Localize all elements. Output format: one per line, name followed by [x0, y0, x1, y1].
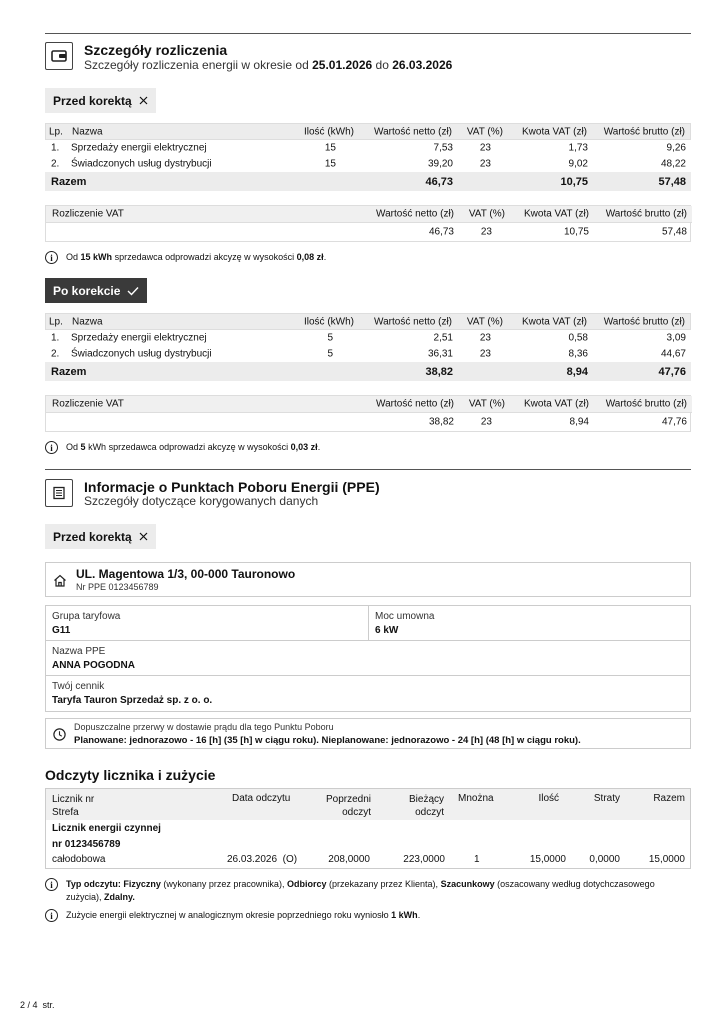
readings-title: Odczyty licznika i zużycie [45, 767, 216, 783]
col-gross: Wartość brutto (zł) [603, 126, 685, 137]
note-type-3: Szacunkowy [440, 879, 495, 889]
note-type-2-desc: (przekazany przez Klienta), [329, 879, 439, 889]
total-net: 38,82 [425, 365, 453, 378]
table-total-row [45, 362, 691, 381]
col-mult: Mnożna [458, 793, 494, 804]
info-icon: i [45, 909, 58, 922]
cell-net: 39,20 [427, 158, 453, 170]
tag-label: Przed korektą [53, 529, 132, 544]
cell-name: Sprzedaży energii elektrycznej [71, 142, 207, 154]
vat-table-before [45, 205, 691, 242]
vat-label: Rozliczenie VAT [52, 398, 124, 410]
cell-net: 7,53 [433, 142, 453, 154]
outage-label: Dopuszczalne przerwy w dostawie prądu dla tego Punktu Poboru [74, 722, 334, 732]
excise-note-after [45, 441, 320, 454]
total-gross: 57,48 [658, 175, 686, 188]
power-cell [369, 606, 690, 641]
date-to: 26.03.2026 [392, 58, 453, 72]
cell-vat: 23 [480, 226, 492, 238]
cell-vat-amt: 10,75 [563, 226, 589, 238]
note-kwh: 15 kWh [80, 252, 113, 262]
note-text: Zużycie energii elektrycznej w analogicznym okresie poprzedniego roku wyniosło [66, 910, 389, 920]
readings-header [46, 789, 690, 820]
reading-row [46, 854, 690, 868]
pricelist-cell [46, 676, 690, 711]
cell-lp: 1. [51, 142, 60, 154]
col-vat-amt: Kwota VAT (zł) [523, 208, 589, 220]
close-icon [139, 532, 148, 541]
cell-prev: 208,0000 [328, 854, 370, 865]
col-lp: Lp. [49, 126, 63, 137]
subtitle-text: Szczegóły rozliczenia energii w okresie od [84, 58, 309, 72]
ppe-number: Nr PPE 0123456789 [76, 582, 159, 592]
cell-mult: 1 [474, 854, 480, 865]
cell-vat-amt: 9,02 [568, 158, 588, 170]
cell-vat-amt: 8,94 [569, 416, 589, 428]
table-row [45, 156, 691, 172]
tab-after-correction[interactable] [45, 278, 147, 303]
col-prev: Poprzedni [325, 794, 371, 805]
close-icon [139, 96, 148, 105]
meter-number: nr 0123456789 [52, 839, 121, 850]
note-type-3-desc: (oszacowany według dotychczasowego zużycia), [66, 879, 655, 902]
cell-vat: 23 [479, 158, 491, 170]
prev-year-note [45, 909, 420, 922]
note-amount: 0,08 zł [296, 252, 324, 262]
vat-table-after [45, 395, 691, 432]
note-suffix: . [417, 910, 421, 920]
total-net: 46,73 [425, 175, 453, 188]
page-number [20, 1000, 55, 1010]
table-row [45, 140, 691, 156]
col-net: Wartość netto (zł) [374, 126, 452, 137]
cell-gross: 44,67 [660, 348, 686, 360]
col-net: Wartość netto (zł) [374, 316, 452, 327]
page-suffix: str. [42, 1000, 55, 1010]
cell-gross: 3,09 [666, 332, 686, 344]
col-qty: Ilość (kWh) [304, 126, 354, 137]
cell-date-value: 26.03.2026 [227, 854, 278, 865]
col-sum: Razem [653, 793, 685, 804]
tag-label: Po korekcie [53, 283, 121, 298]
total-vat-amt: 10,75 [560, 175, 588, 188]
cell-name: Sprzedaży energii elektrycznej [71, 332, 207, 344]
note-label: Typ odczytu: [66, 879, 121, 889]
note-kwh: 5 [80, 442, 86, 452]
vat-row [46, 413, 692, 431]
col-net: Wartość netto (zł) [376, 208, 454, 220]
ppe-address-card [45, 562, 691, 597]
cell-vat: 23 [480, 416, 492, 428]
ppe-name-cell [46, 641, 690, 676]
note-amount: 0,03 zł [290, 442, 318, 452]
cell-lp: 2. [51, 348, 60, 360]
note-type-2: Odbiorcy [286, 879, 327, 889]
cell-loss: 0,0000 [589, 854, 620, 865]
ppe-details-card [45, 605, 691, 712]
cell-vat: 23 [479, 348, 491, 360]
clock-icon [53, 728, 66, 741]
cell-qty: 15,0000 [529, 854, 566, 865]
pricelist-value: Taryfa Tauron Sprzedaż sp. z o. o. [52, 695, 213, 706]
settlement-table-after [45, 313, 691, 381]
table-row [45, 346, 691, 362]
tariff-cell [46, 606, 369, 641]
col-vat-amt: Kwota VAT (zł) [523, 398, 589, 410]
section-divider [45, 469, 691, 470]
cell-gross: 47,76 [661, 416, 687, 428]
col-zone: Strefa [52, 807, 79, 818]
col-vat-amt: Kwota VAT (zł) [521, 126, 587, 137]
cell-net: 36,31 [427, 348, 453, 360]
outage-value: Planowane: jednorazowo - 16 [h] (35 [h] w ciągu roku). Nieplanowane: jednorazowo - 24 [h] (48 [h] w ciągu roku). [74, 735, 581, 746]
section-divider [45, 33, 691, 34]
vat-header [46, 396, 692, 413]
tag-label: Przed korektą [53, 93, 132, 108]
power-label: Moc umowna [375, 611, 435, 622]
cell-net: 38,82 [428, 416, 454, 428]
cell-vat: 23 [479, 332, 491, 344]
cell-zone: całodobowa [52, 854, 106, 865]
info-icon: i [45, 251, 58, 264]
note-type-1-desc: (wykonany przez pracownika), [163, 879, 285, 889]
home-icon [53, 574, 67, 587]
col-gross: Wartość brutto (zł) [603, 316, 685, 327]
ppe-title: Informacje o Punktach Poboru Energii (PPE) [84, 479, 380, 495]
cell-vat-amt: 1,73 [568, 142, 588, 154]
reading-type-note [45, 878, 691, 904]
col-vat: VAT (%) [468, 208, 505, 220]
pricelist-label: Twój cennik [52, 681, 105, 692]
cell-sum: 15,0000 [648, 854, 685, 865]
readings-table [45, 788, 691, 869]
total-label: Razem [51, 175, 87, 188]
cell-name: Świadczonych usług dystrybucji [71, 348, 212, 360]
col-vat: VAT (%) [468, 398, 505, 410]
tariff-label: Grupa taryfowa [52, 611, 121, 622]
cell-lp: 2. [51, 158, 60, 170]
table-header [45, 123, 691, 140]
cell-gross: 48,22 [660, 158, 686, 170]
cell-net: 46,73 [428, 226, 454, 238]
note-text: sprzedawca odprowadzi akcyzę w wysokości [114, 252, 295, 262]
col-vat-amt: Kwota VAT (zł) [521, 316, 587, 327]
cell-vat-amt: 8,36 [568, 348, 588, 360]
document-list-icon [45, 479, 73, 507]
ppe-subtitle: Szczegóły dotyczące korygowanych danych [84, 494, 319, 508]
note-suffix: . [323, 252, 327, 262]
col-qty: Ilość [538, 793, 559, 804]
col-vat: VAT (%) [466, 316, 503, 327]
cell-vat: 23 [479, 142, 491, 154]
settlement-subtitle [84, 58, 452, 72]
cell-qty: 15 [324, 158, 336, 170]
page-index: 2 / 4 [20, 1000, 38, 1010]
cell-qty: 5 [327, 332, 333, 344]
col-gross: Wartość brutto (zł) [605, 208, 687, 220]
check-icon [127, 286, 139, 296]
cell-lp: 1. [51, 332, 60, 344]
col-meter: Licznik nr [52, 794, 95, 805]
info-icon: i [45, 441, 58, 454]
cell-gross: 57,48 [661, 226, 687, 238]
power-value: 6 kW [375, 625, 399, 636]
ppe-name-value: ANNA POGODNA [52, 660, 135, 671]
col-prev-2: odczyt [342, 807, 371, 818]
table-row [45, 330, 691, 346]
cell-gross: 9,26 [666, 142, 686, 154]
settlement-table-before [45, 123, 691, 191]
note-value: 1 kWh [391, 910, 418, 920]
table-total-row [45, 172, 691, 191]
col-curr: Bieżący [408, 794, 444, 805]
note-text: kWh sprzedawca odprowadzi akcyzę w wysokości [88, 442, 289, 452]
note-text: Od [66, 252, 79, 262]
cell-qty: 15 [324, 142, 336, 154]
cell-reading-type: (O) [282, 854, 298, 865]
ppe-address: UL. Magentowa 1/3, 00-000 Tauronowo [76, 567, 296, 581]
ppe-name-label: Nazwa PPE [52, 646, 106, 657]
col-qty: Ilość (kWh) [304, 316, 354, 327]
subtitle-mid: do [375, 58, 389, 72]
tab-ppe-before-correction[interactable] [45, 524, 156, 549]
cell-qty: 5 [327, 348, 333, 360]
col-curr-2: odczyt [415, 807, 444, 818]
col-name: Nazwa [72, 316, 103, 327]
cell-curr: 223,0000 [403, 854, 445, 865]
tariff-value: G11 [52, 625, 71, 636]
note-type-1: Fizyczny [123, 879, 161, 889]
cell-date [227, 854, 297, 865]
vat-label: Rozliczenie VAT [52, 208, 124, 220]
date-from: 25.01.2026 [312, 58, 373, 72]
col-loss: Straty [593, 793, 620, 804]
note-suffix: . [317, 442, 321, 452]
col-date: Data odczytu [232, 793, 291, 804]
total-label: Razem [51, 365, 87, 378]
outage-card [45, 718, 691, 749]
col-net: Wartość netto (zł) [376, 398, 454, 410]
note-type-4: Zdalny. [104, 892, 135, 902]
col-vat: VAT (%) [466, 126, 503, 137]
total-vat-amt: 8,94 [566, 365, 588, 378]
note-text: Od [66, 442, 79, 452]
table-header [45, 313, 691, 330]
col-gross: Wartość brutto (zł) [605, 398, 687, 410]
col-lp: Lp. [49, 316, 63, 327]
vat-row [46, 223, 692, 241]
vat-header [46, 206, 692, 223]
settlement-title: Szczegóły rozliczenia [84, 42, 228, 58]
meter-type: Licznik energii czynnej [52, 823, 161, 834]
tab-before-correction[interactable] [45, 88, 156, 113]
col-name: Nazwa [72, 126, 103, 137]
cell-name: Świadczonych usług dystrybucji [71, 158, 212, 170]
excise-note-before [45, 251, 326, 264]
cell-vat-amt: 0,58 [568, 332, 588, 344]
total-gross: 47,76 [658, 365, 686, 378]
wallet-icon [45, 42, 73, 70]
info-icon: i [45, 878, 58, 891]
cell-net: 2,51 [433, 332, 453, 344]
